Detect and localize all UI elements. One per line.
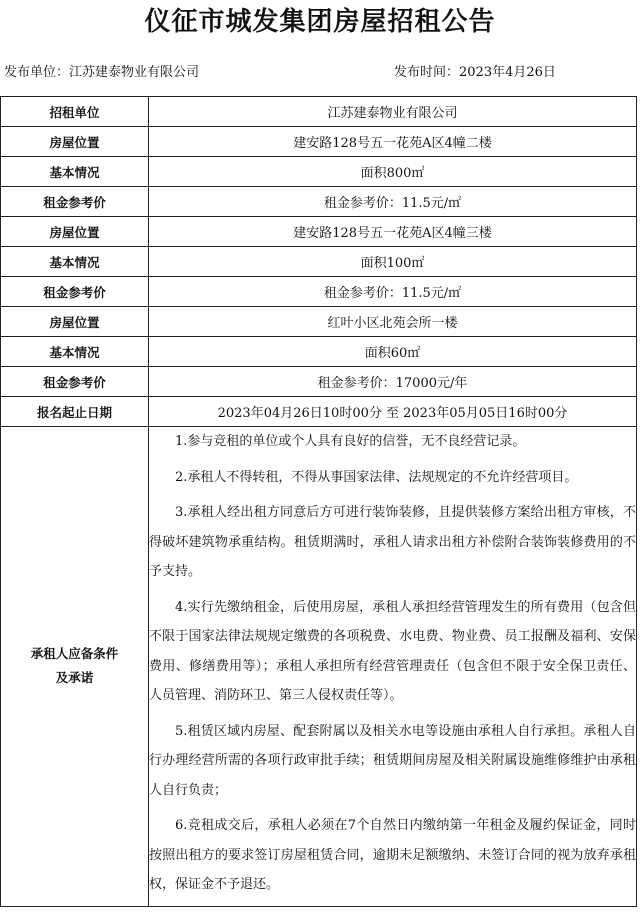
table-row: [1, 307, 637, 337]
condition-item: 4.实行先缴纳租金，后使用房屋，承租人承担经营管理发生的所有费用（包含但不限于国家法律法规规定缴费的各项税费、水电费、物业费、员工报酬及福利、安保费用、修缮费用等）；承租人承担所有经营管理责任（包含但不限于安全保卫责任、人员管理、消防环卫、第三人侵权责任等）。: [149, 599, 636, 703]
table-row: [1, 127, 637, 157]
row-label-location: 房屋位置: [1, 217, 149, 247]
table-row: [1, 277, 637, 307]
publish-time: 发布时间：2023年4月26日: [394, 65, 556, 80]
table-row: [1, 427, 637, 907]
row-label-rent-price: 租金参考价: [1, 277, 149, 307]
row-value-lessor: 江苏建泰物业有限公司: [149, 97, 637, 127]
publisher: 发布单位：江苏建泰物业有限公司: [4, 65, 200, 80]
condition-item: 3.承租人经出租方同意后方可进行装饰装修，且提供装修方案给出租方审核，不得破坏建筑物承重结构。租赁期满时，承租人请求出租方补偿附合装饰装修费用的不予支持。: [149, 505, 636, 579]
row-value-basic-info: 面积100㎡: [149, 247, 637, 277]
condition-item: 5.租赁区域内房屋、配套附属以及相关水电等设施由承租人自行承担。承租人自行办理经营所需的各项行政审批手续；租赁期间房屋及相关附属设施维修维护由承租人自行负责；: [149, 723, 636, 798]
row-value-basic-info: 面积800㎡: [149, 157, 637, 187]
row-label-rent-price: 租金参考价: [1, 187, 149, 217]
row-value-rent-price: 租金参考价：17000元/年: [149, 367, 637, 397]
row-value-location: 建安路128号五一花苑A区4幢三楼: [149, 217, 637, 247]
row-value-basic-info: 面积60㎡: [149, 337, 637, 367]
row-label-rent-price: 租金参考价: [1, 367, 149, 397]
table-row: [1, 187, 637, 217]
condition-item: 2.承租人不得转租，不得从事国家法律、法规规定的不允许经营项目。: [175, 469, 578, 485]
row-label-lessor: 招租单位: [1, 97, 149, 127]
row-label-location: 房屋位置: [1, 127, 149, 157]
condition-item: 1.参与竞租的单位或个人具有良好的信誉，无不良经营记录。: [175, 434, 526, 449]
table-row: [1, 217, 637, 247]
table-row: [1, 397, 637, 427]
table-row: [1, 367, 637, 397]
table-row: [1, 157, 637, 187]
table-row: [1, 97, 637, 127]
row-label-registration-period: 报名起止日期: [1, 397, 149, 427]
row-value-registration-period: 2023年04月26日10时00分 至 2023年05月05日16时00分: [149, 397, 637, 427]
conditions-label-line1: 承租人应备条件: [30, 646, 119, 662]
row-label-location: 房屋位置: [1, 307, 149, 337]
conditions-content: [149, 427, 637, 907]
notice-title: 仪征市城发集团房屋招租公告: [144, 7, 496, 37]
table-row: [1, 247, 637, 277]
row-label-basic-info: 基本情况: [1, 247, 149, 277]
row-value-rent-price: 租金参考价：11.5元/㎡: [149, 187, 637, 217]
row-label-basic-info: 基本情况: [1, 337, 149, 367]
row-value-location: 建安路128号五一花苑A区4幢二楼: [149, 127, 637, 157]
notice-table: [0, 96, 637, 907]
condition-item: 6.竞租成交后，承租人必须在7个自然日内缴纳第一年租金及履约保证金，同时按照出租方的要求签订房屋租赁合同，逾期未足额缴纳、未签订合同的视为放弃承租权，保证金不予退还。: [149, 818, 636, 892]
row-value-location: 红叶小区北苑会所一楼: [149, 307, 637, 337]
row-value-rent-price: 租金参考价：11.5元/㎡: [149, 277, 637, 307]
conditions-label: [1, 427, 149, 907]
conditions-label-line2: 及承诺: [55, 670, 94, 686]
row-label-basic-info: 基本情况: [1, 157, 149, 187]
table-row: [1, 337, 637, 367]
